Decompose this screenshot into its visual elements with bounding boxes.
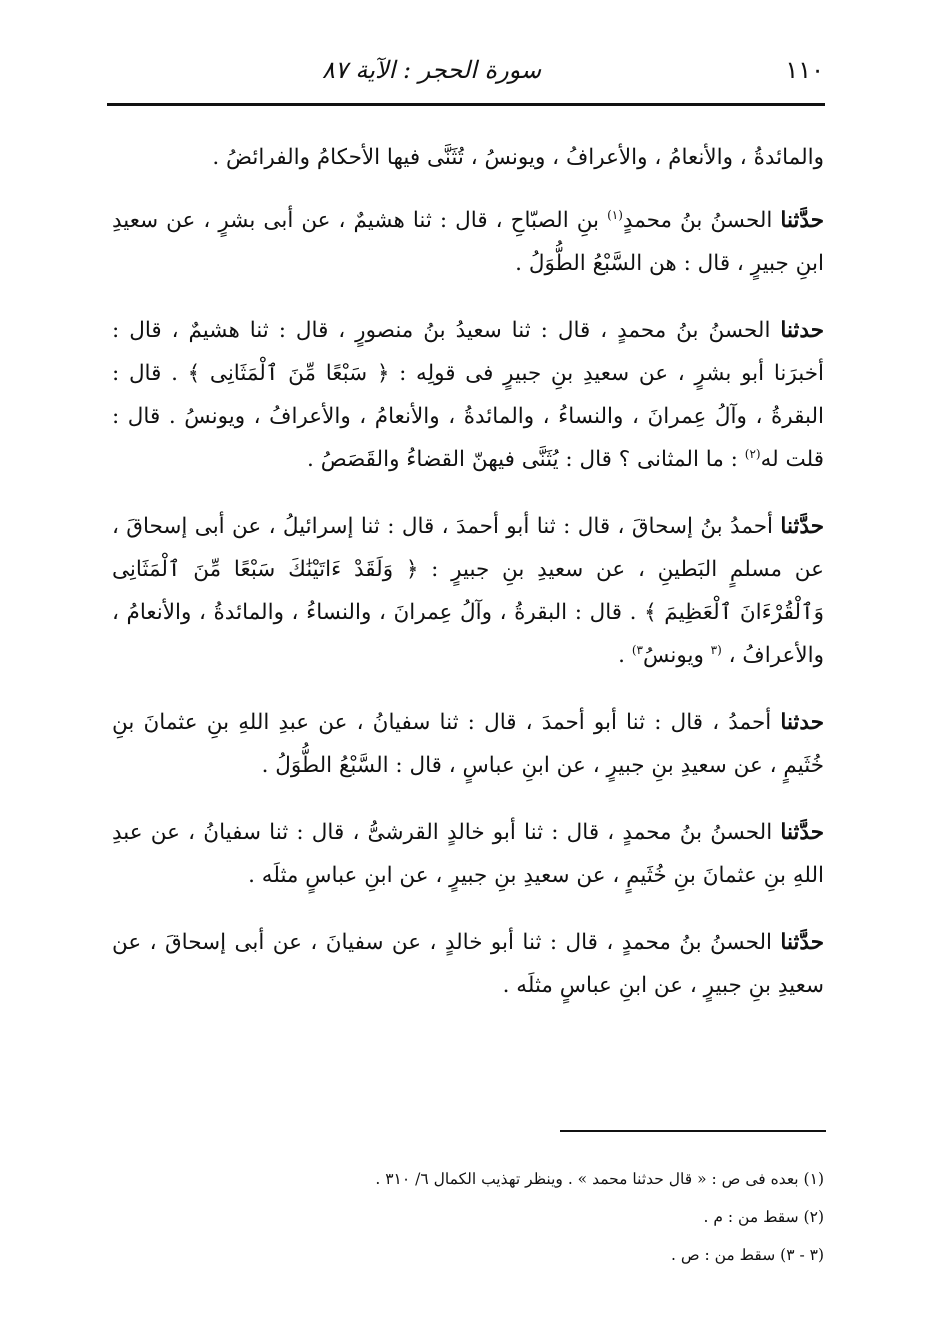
footnote-3: (٣ - ٣) سقط من : ص . — [670, 1246, 824, 1264]
paragraph-text: الحسنُ بنُ محمدٍ ، قال : ثنا سعيدُ بنُ منصورٍ ، قال : ثنا هشيمٌ ، قال : أخبرَنا أبو بشرٍ ، عن سعيدِ بنِ جبيرٍ فى قولِه : ﴿ سَبْعًا مِّنَ ٱلْمَثَانِى ﴾ . قال : البقرةُ ، وآلُ عِمرانَ ، والنساءُ ، والمائدةُ ، والأنعامُ ، والأعرافُ ، ويونسُ . قال : قلت له — [112, 318, 824, 472]
paragraph-2 — [112, 199, 824, 285]
paragraph-5 — [112, 701, 824, 787]
paragraph-text: : ما المثانى ؟ قال : يُثَنَّى فيهنّ القضاءُ والقَصَصُ . — [307, 447, 745, 472]
header-rule — [107, 103, 825, 106]
footnote-ref[interactable]: (٣ — [710, 642, 722, 657]
paragraph-3 — [112, 309, 824, 481]
paragraph-lead: حدثنا — [780, 710, 824, 735]
paragraph-lead: حدَّثنا — [780, 930, 824, 955]
paragraph-4 — [112, 505, 824, 677]
paragraph-text: الحسنُ بنُ محمدٍ ، قال : ثنا أبو خالدٍ ، عن سفيانَ ، عن أبى إسحاقَ ، عن سعيدِ بنِ جبيرٍ ، عن ابنِ عباسٍ مثلَه . — [112, 930, 824, 998]
paragraph-text: الحسنُ بنُ محمدٍ — [622, 208, 781, 233]
page-number: ١١٠ — [785, 56, 824, 84]
paragraph-text: ويونسُ — [642, 643, 711, 668]
footnote-1: (١) بعده فى ص : « قال حدثنا محمد » . وينظر تهذيب الكمال ٦/ ٣١٠ . — [375, 1170, 824, 1188]
paragraph-lead: حدَّثنا — [780, 820, 824, 845]
header-title: سورة الحجر : الآية ٨٧ — [322, 56, 542, 84]
paragraph-text: الحسنُ بنُ محمدٍ ، قال : ثنا أبو خالدٍ القرشىُّ ، قال : ثنا سفيانُ ، عن عبدِ اللهِ بنِ عثمانَ بنِ خُثَيمٍ ، عن سعيدِ بنِ جبيرٍ ، عن ابنِ عباسٍ مثلَه . — [112, 820, 824, 888]
paragraph-lead: حدَّثنا — [780, 208, 824, 233]
paragraph-lead: حدَّثنا — [780, 514, 824, 539]
paragraph-text: بنِ الصبّاحِ ، قال : ثنا هشيمٌ ، عن أبى بشرٍ ، عن سعيدِ ابنِ جبيرٍ ، قال : هن السَّبْعُ الطُّوَلُ . — [112, 208, 824, 276]
paragraph-lead: حدثنا — [780, 318, 824, 343]
paragraph-text: . — [618, 643, 632, 668]
main-text — [112, 136, 824, 1031]
footnote-rule — [560, 1130, 826, 1132]
paragraph-7 — [112, 921, 824, 1007]
footnote-ref[interactable]: (١) — [607, 207, 623, 222]
paragraph-6 — [112, 811, 824, 897]
paragraph-1 — [112, 136, 824, 179]
footnotes — [112, 1160, 824, 1274]
paragraph-text: والمائدةُ ، والأنعامُ ، والأعرافُ ، ويونسُ ، تُثَنَّى فيها الأحكامُ والفرائضُ . — [212, 145, 824, 170]
paragraph-text: أحمدُ ، قال : ثنا أبو أحمدَ ، قال : ثنا سفيانُ ، عن عبدِ اللهِ بنِ عثمانَ بنِ خُثَيمٍ ، عن سعيدِ بنِ جبيرٍ ، عن ابنِ عباسٍ ، قال : السَّبْعُ الطُّوَلُ . — [112, 710, 824, 778]
paragraph-text: أحمدُ بنُ إسحاقَ ، قال : ثنا أبو أحمدَ ، قال : ثنا إسرائيلُ ، عن أبى إسحاقَ ، عن مسلمٍ البَطينِ ، عن سعيدِ بنِ جبيرٍ : ﴿ وَلَقَدْ ءَاتَيْنَٰكَ سَبْعًا مِّنَ ٱلْمَثَانِى وَٱلْقُرْءَانَ ٱلْعَظِيمَ ﴾ . قال : البقرةُ ، وآلُ عِمرانَ ، والنساءُ ، والمائدةُ ، والأنعامُ ، والأعرافُ ، — [112, 514, 824, 668]
running-header — [112, 52, 824, 100]
footnote-ref[interactable]: ٣) — [631, 642, 643, 657]
footnote-ref[interactable]: (٢) — [744, 446, 761, 461]
footnote-2: (٢) سقط من : م . — [703, 1208, 824, 1226]
